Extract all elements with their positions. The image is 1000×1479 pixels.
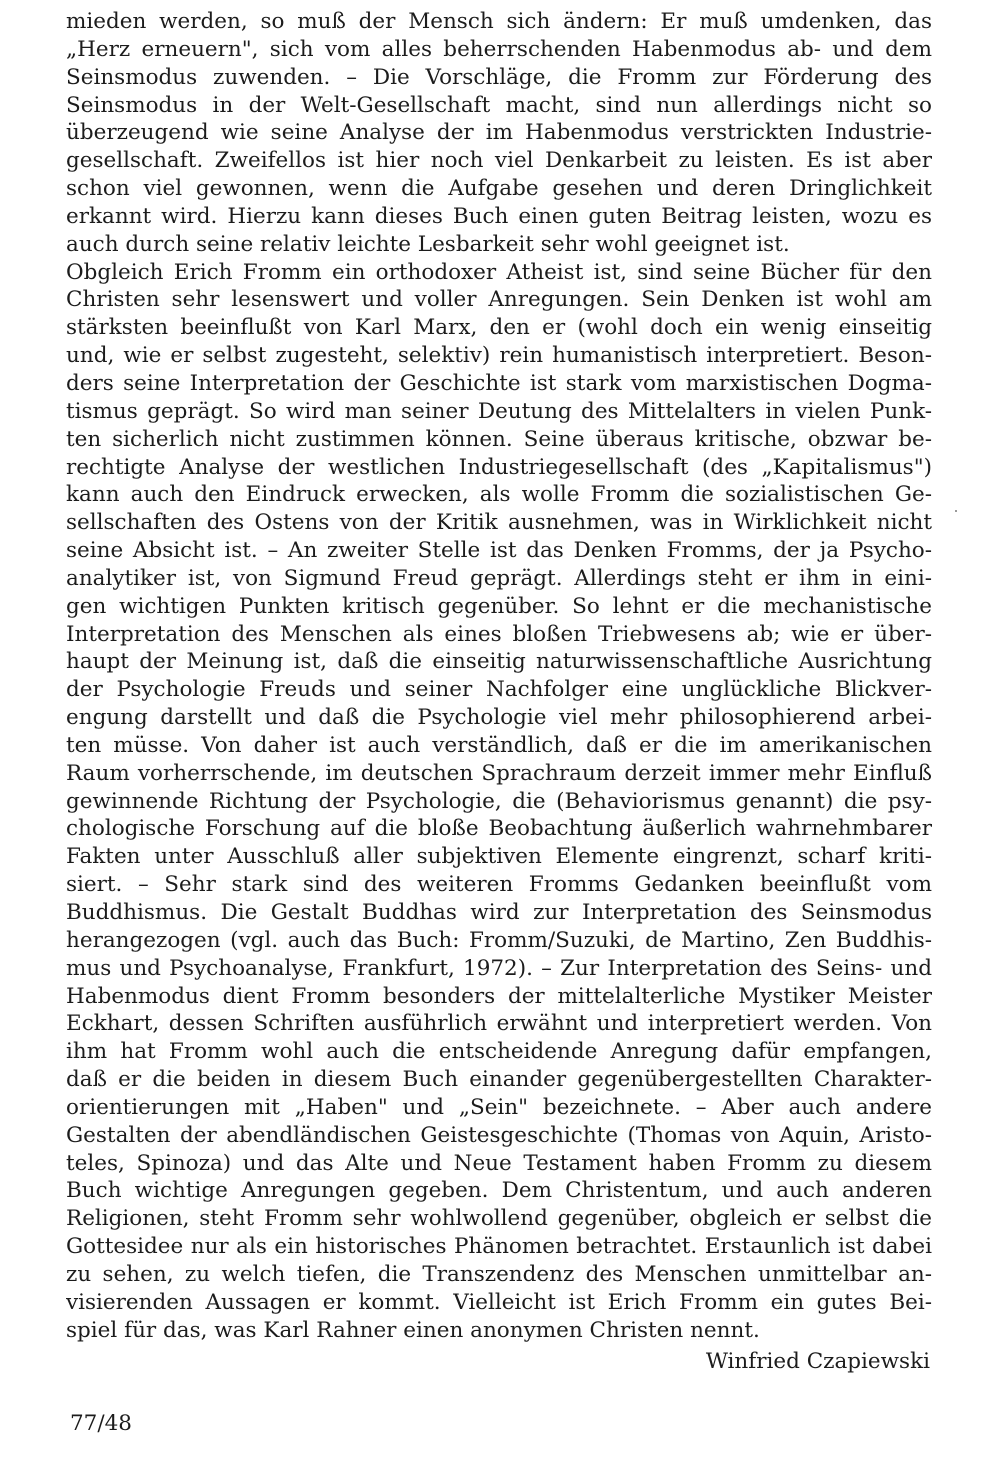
text-line: schon viel gewonnen, wenn die Aufgabe gesehen und deren Dringlichkeit [66, 176, 932, 202]
text-line: mieden werden, so muß der Mensch sich ändern: Er muß umdenken, das [66, 9, 932, 34]
text-line: Gottesidee nur als ein historisches Phänomen betrachtet. Erstaunlich ist dabei [66, 1234, 932, 1260]
page-number: 77/48 [70, 1411, 132, 1436]
text-line: Religionen, steht Fromm sehr wohlwollend gegenüber, obgleich er selbst die [66, 1206, 932, 1232]
author-signature: Winfried Czapiewski [705, 1349, 930, 1374]
text-line: siert. – Sehr stark sind des weiteren Fromms Gedanken beeinflußt vom [66, 872, 932, 898]
text-line: Seinsmodus in der Welt-Gesellschaft macht, sind nun allerdings nicht so [66, 92, 932, 118]
text-line: chologische Forschung auf die bloße Beobachtung äußerlich wahrnehmbarer [66, 816, 932, 842]
text-line: gesellschaft. Zweifellos ist hier noch viel Denkarbeit zu leisten. Es ist aber [66, 148, 932, 174]
text-line: seine Absicht ist. – An zweiter Stelle ist das Denken Fromms, der ja Psycho- [66, 538, 932, 564]
text-line: Habenmodus dient Fromm besonders der mittelalterliche Mystiker Meister [66, 983, 932, 1009]
text-line: daß er die beiden in diesem Buch einander gegenübergestellten Charakter- [66, 1067, 932, 1093]
text-line: engung darstellt und daß die Psychologie viel mehr philosophierend arbei- [66, 705, 932, 731]
paragraph-1 [66, 8, 932, 259]
text-line: überzeugend wie seine Analyse der im Habenmodus verstrickten Industrie- [66, 120, 932, 146]
text-line: ten müsse. Von daher ist auch verständlich, daß er die im amerikanischen [66, 732, 932, 758]
text-line: Eckhart, dessen Schriften ausführlich erwähnt und interpretiert werden. Von [66, 1011, 932, 1037]
text-line: Seinsmodus zuwenden. – Die Vorschläge, die Fromm zur Förderung des [66, 64, 932, 90]
margin-mark [955, 510, 957, 512]
text-line: Fakten unter Ausschluß aller subjektiven Elemente eingrenzt, scharf kriti- [66, 844, 932, 870]
review-text [66, 8, 932, 1345]
text-line: herangezogen (vgl. auch das Buch: Fromm/Suzuki, de Martino, Zen Buddhis- [66, 927, 932, 953]
paragraph-2 [66, 259, 932, 1345]
text-line: rechtigte Analyse der westlichen Industriegesellschaft (des „Kapitalismus") [66, 454, 932, 480]
text-line: gen wichtigen Punkten kritisch gegenüber. So lehnt er die mechanistische [66, 593, 932, 619]
text-line: zu sehen, zu welch tiefen, die Transzendenz des Menschen unmittelbar an- [66, 1261, 932, 1287]
text-line: ihm hat Fromm wohl auch die entscheidende Anregung dafür empfangen, [66, 1039, 932, 1065]
text-line: sellschaften des Ostens von der Kritik ausnehmen, was in Wirklichkeit nicht [66, 510, 932, 536]
text-line: spiel für das, was Karl Rahner einen anonymen Christen nennt. [66, 1317, 760, 1343]
text-line: der Psychologie Freuds und seiner Nachfolger eine unglückliche Blickver- [66, 677, 932, 703]
text-line: Obgleich Erich Fromm ein orthodoxer Atheist ist, sind seine Bücher für den [66, 259, 932, 285]
text-line: stärksten beeinflußt von Karl Marx, den er (wohl doch ein wenig einseitig [66, 315, 932, 341]
text-line: teles, Spinoza) und das Alte und Neue Testament haben Fromm zu diesem [66, 1150, 932, 1176]
text-line: gewinnende Richtung der Psychologie, die (Behaviorismus genannt) die psy- [66, 788, 932, 814]
text-line: ders seine Interpretation der Geschichte ist stark vom marxistischen Dogma- [66, 370, 932, 396]
text-line: und, wie er selbst zugesteht, selektiv) rein humanistisch interpretiert. Beson- [66, 343, 932, 369]
text-line: kann auch den Eindruck erwecken, als wolle Fromm die sozialistischen Ge- [66, 482, 932, 508]
text-line: analytiker ist, von Sigmund Freud geprägt. Allerdings steht er ihm in eini- [66, 565, 932, 591]
text-line: haupt der Meinung ist, daß die einseitig naturwissenschaftliche Ausrichtung [66, 649, 932, 675]
text-line: tismus geprägt. So wird man seiner Deutung des Mittelalters in vielen Punk- [66, 398, 932, 424]
text-line: orientierungen mit „Haben" und „Sein" bezeichnete. – Aber auch andere [66, 1094, 932, 1120]
text-line: erkannt wird. Hierzu kann dieses Buch einen guten Beitrag leisten, wozu es [66, 203, 932, 229]
text-line: auch durch seine relativ leichte Lesbarkeit sehr wohl geeignet ist. [66, 231, 790, 257]
text-line: Raum vorherrschende, im deutschen Sprachraum derzeit immer mehr Einfluß [66, 760, 932, 786]
text-line: Buch wichtige Anregungen gegeben. Dem Christentum, und auch anderen [66, 1178, 932, 1204]
text-line: mus und Psychoanalyse, Frankfurt, 1972). – Zur Interpretation des Seins- und [66, 955, 932, 981]
text-line: Christen sehr lesenswert und voller Anregungen. Sein Denken ist wohl am [66, 287, 932, 313]
text-line: ten sicherlich nicht zustimmen können. Seine überaus kritische, obzwar be- [66, 426, 932, 452]
text-line: visierenden Aussagen er kommt. Vielleicht ist Erich Fromm ein gutes Bei- [66, 1289, 932, 1315]
text-line: Buddhismus. Die Gestalt Buddhas wird zur Interpretation des Seinsmodus [66, 900, 932, 925]
text-line: Gestalten der abendländischen Geistesgeschichte (Thomas von Aquin, Aristo- [66, 1122, 932, 1148]
text-line: „Herz erneuern", sich vom alles beherrschenden Habenmodus ab- und dem [66, 36, 932, 62]
text-line: Interpretation des Menschen als eines bloßen Triebwesens ab; wie er über- [66, 621, 932, 647]
